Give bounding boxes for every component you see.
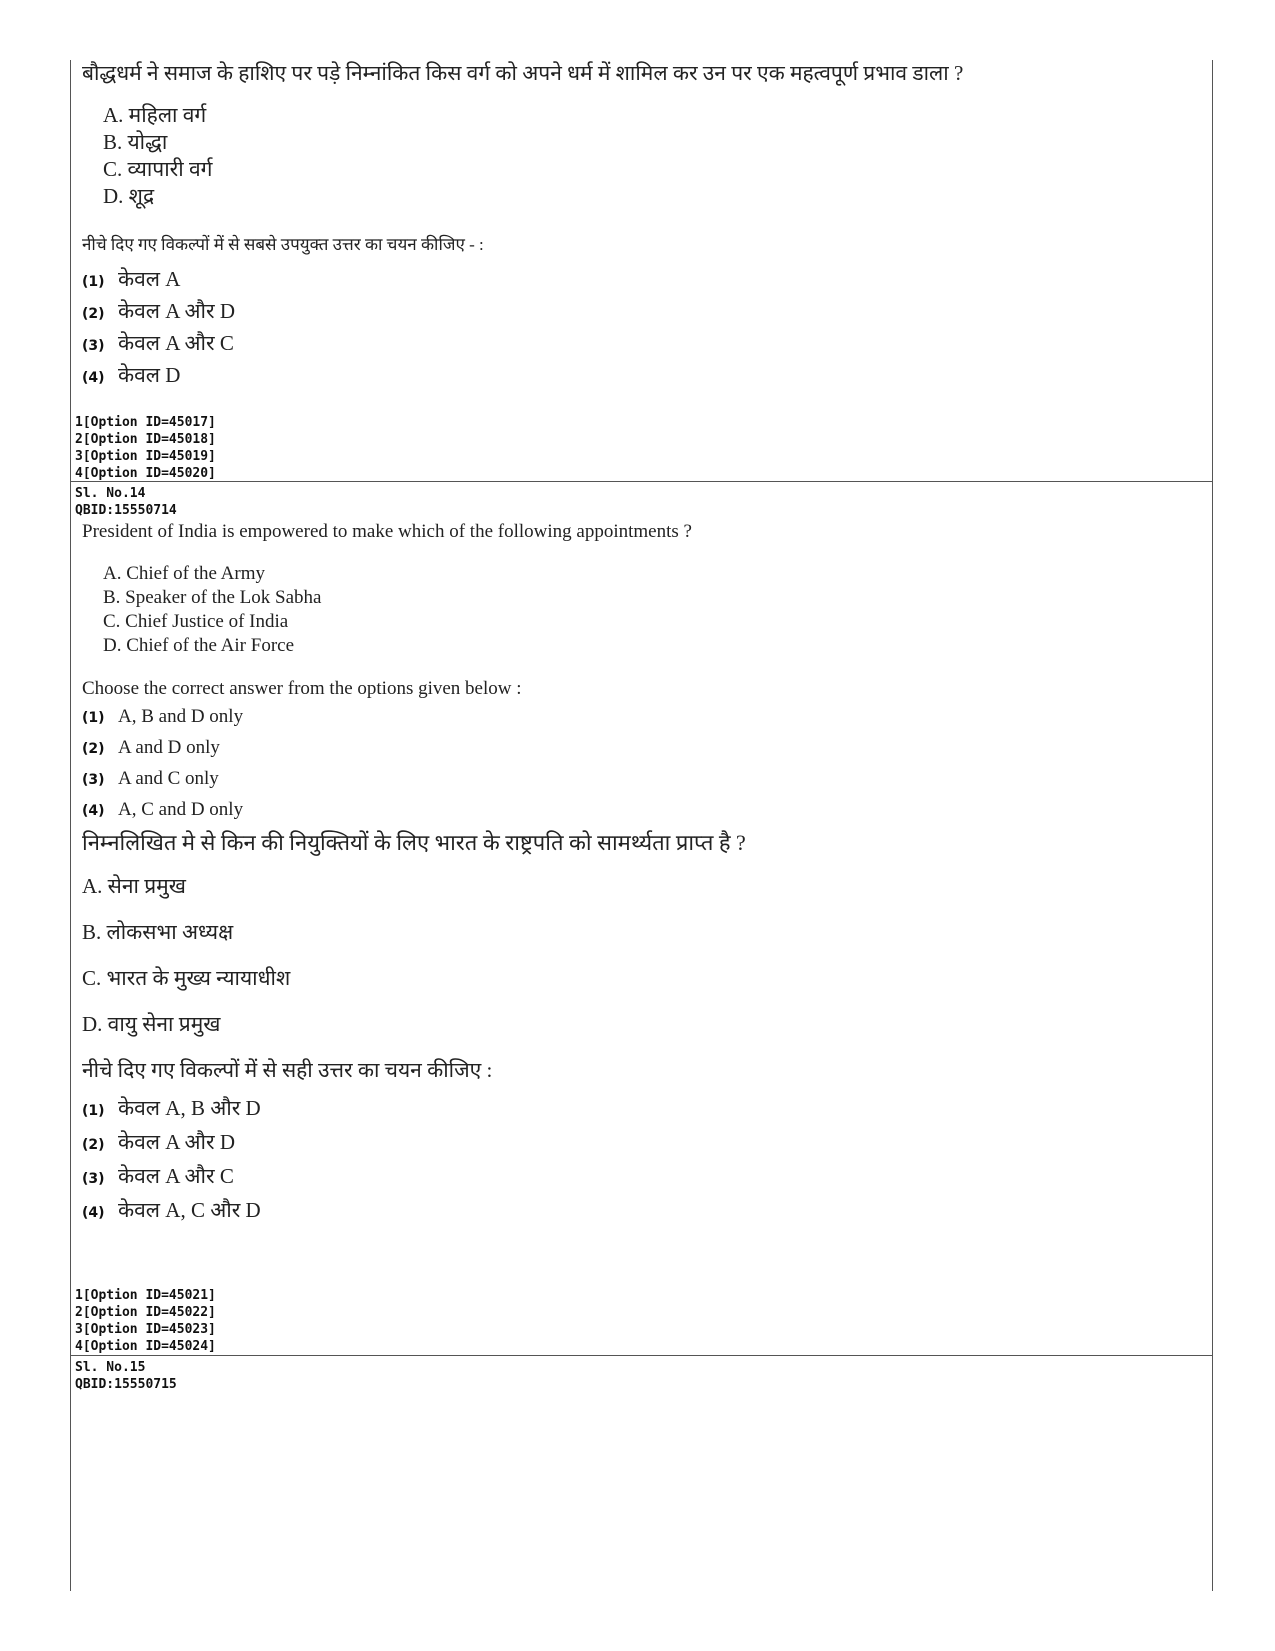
option-text: केवल D [118,363,181,387]
question-14-hindi [70,828,1212,1230]
section-divider [70,481,1213,482]
question-14-options-hi [70,1094,1212,1230]
option-id: 2[Option ID=45018] [75,432,216,447]
option-text: केवल A और C [118,331,234,355]
option-id: 4[Option ID=45020] [75,466,216,481]
question-14-options-en [70,706,1212,830]
statement-a: A. सेना प्रमुख [82,874,186,898]
option-3 [70,329,1212,361]
option-1 [70,265,1212,297]
option-id: 2[Option ID=45022] [75,1305,216,1320]
question-13-text-hi: बौद्धधर्म ने समाज के हाशिए पर पड़े निम्नांकित किस वर्ग को अपने धर्म में शामिल कर उन पर एक महत्वपूर्ण प्रभाव डाला ? [82,61,964,85]
question-13-options [70,265,1212,393]
option-4 [70,361,1212,393]
option-number: (3) [82,338,105,354]
question-13-statements [70,102,1212,210]
qbid: QBID:15550715 [75,1377,177,1392]
option-id: 4[Option ID=45024] [75,1339,216,1354]
option-id: 3[Option ID=45019] [75,449,216,464]
question-13-option-ids [70,414,1217,482]
option-1 [70,1094,1212,1128]
statement-b: B. Speaker of the Lok Sabha [103,587,322,608]
qbid: QBID:15550714 [75,503,177,518]
question-13-instruction: नीचे दिए गए विकल्पों में से सबसे उपयुक्त उत्तर का चयन कीजिए - : [82,235,484,254]
serial-number: Sl. No.14 [75,486,146,501]
statement-d: D. Chief of the Air Force [103,635,295,656]
question-14-header [70,485,1217,519]
question-14-text-en: President of India is empowered to make which of the following appointments ? [82,521,692,542]
statement-d: D. वायु सेना प्रमुख [82,1012,221,1036]
option-number: (2) [82,1137,105,1153]
serial-number: Sl. No.15 [75,1360,146,1375]
option-2 [70,737,1212,768]
statement-b: B. लोकसभा अध्यक्ष [82,920,234,944]
option-4 [70,799,1212,830]
option-number: (1) [82,710,105,726]
option-text: केवल A और D [118,299,236,323]
option-text: A and C only [118,768,219,789]
option-3 [70,768,1212,799]
option-text: केवल A, C और D [118,1198,261,1222]
option-text: केवल A [118,267,181,291]
option-3 [70,1162,1212,1196]
option-2 [70,1128,1212,1162]
option-text: A, C and D only [118,799,244,820]
statement-c: C. व्यापारी वर्ग [103,157,213,181]
question-14-text-hi: निम्नलिखित मे से किन की नियुक्तियों के लिए भारत के राष्ट्रपति को सामर्थ्यता प्राप्त है ? [82,830,746,855]
option-text: केवल A और C [118,1164,234,1188]
statement-d: D. शूद्र [103,184,155,208]
statement-a: A. Chief of the Army [103,563,266,584]
option-text: केवल A और D [118,1130,236,1154]
option-number: (3) [82,1171,105,1187]
statement-c: C. Chief Justice of India [103,611,289,632]
option-number: (1) [82,1103,105,1119]
question-14-english [70,520,1212,830]
question-14-statements-hi [70,872,1212,1056]
option-number: (1) [82,274,105,290]
option-1 [70,706,1212,737]
option-number: (2) [82,741,105,757]
option-number: (2) [82,306,105,322]
statement-a: A. महिला वर्ग [103,103,207,127]
option-text: A and D only [118,737,220,758]
option-id: 1[Option ID=45017] [75,415,216,430]
question-15-header [70,1359,1217,1393]
option-number: (3) [82,772,105,788]
question-14-instruction-hi: नीचे दिए गए विकल्पों में से सही उत्तर का चयन कीजिए : [82,1058,493,1082]
question-14-option-ids [70,1287,1217,1355]
option-number: (4) [82,803,105,819]
statement-c: C. भारत के मुख्य न्यायाधीश [82,966,291,990]
section-divider [70,1355,1213,1356]
statement-b: B. योद्धा [103,130,168,154]
option-2 [70,297,1212,329]
option-number: (4) [82,1205,105,1221]
question-14-instruction-en: Choose the correct answer from the options given below : [82,678,522,699]
option-id: 1[Option ID=45021] [75,1288,216,1303]
option-text: A, B and D only [118,706,244,727]
question-13 [70,58,1212,393]
option-text: केवल A, B और D [118,1096,261,1120]
option-number: (4) [82,370,105,386]
question-14-statements-en [70,562,1212,658]
option-id: 3[Option ID=45023] [75,1322,216,1337]
option-4 [70,1196,1212,1230]
